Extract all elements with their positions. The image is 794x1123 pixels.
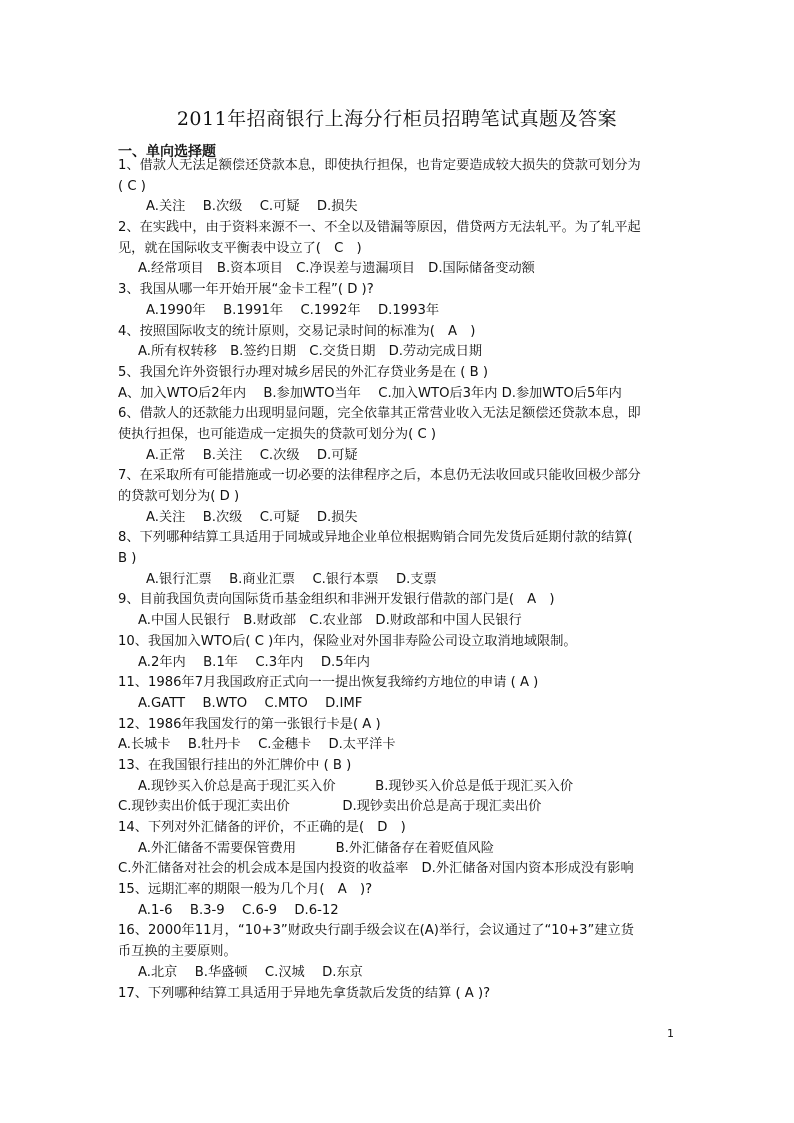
question-text: C.现钞卖出价低于现汇卖出价 D.现钞卖出价总是高于现汇卖出价 xyxy=(118,799,542,815)
question-text: 2、在实践中，由于资料来源不一、不全以及错漏等原因，借贷两方无法轧平。为了轧平起 xyxy=(118,220,641,236)
question-text: 9、目前我国负责向国际货币基金组织和非洲开发银行借款的部门是( A ) xyxy=(118,592,555,608)
question-text: 5、我国允许外资银行办理对城乡居民的外汇存贷业务是在 ( B ) xyxy=(118,364,488,380)
question-text: C.外汇储备对社会的机会成本是国内投资的收益率 D.外汇储备对国内资本形成没有影响 xyxy=(118,861,634,877)
question-text: 14、下列对外汇储备的评价，不正确的是( D ) xyxy=(118,820,406,835)
answer-options: A.北京 B.华盛顿 C.汉城 D.东京 xyxy=(138,964,363,980)
question-text: A.长城卡 B.牡丹卡 C.金穗卡 D.太平洋卡 xyxy=(118,737,396,753)
answer-options: A.1-6 B.3-9 C.6-9 D.6-12 xyxy=(138,902,339,918)
answer-options: A.1990年 B.1991年 C.1992年 D.1993年 xyxy=(146,302,440,318)
question-text: 11、1986年7月我国政府正式向一一提出恢复我缔约方地位的申请 ( A ) xyxy=(118,675,539,691)
question-text: 4、按照国际收支的统计原则，交易记录时间的标准为( A ) xyxy=(118,323,476,339)
answer-options: A.正常 B.关注 C.次级 D.可疑 xyxy=(146,447,358,463)
answer-options: A.2年内 B.1年 C.3年内 D.5年内 xyxy=(138,654,370,670)
question-text: 的贷款可划分为( D ) xyxy=(118,489,240,504)
question-text: 币互换的主要原则。 xyxy=(118,944,237,960)
answer-options: A.关注 B.次级 C.可疑 D.损失 xyxy=(146,199,358,215)
question-text: 见，就在国际收支平衡表中设立了( C ) xyxy=(118,240,362,256)
section-heading: 一、单向选择题 xyxy=(118,144,216,160)
question-text: 12、1986年我国发行的第一张银行卡是( A ) xyxy=(118,716,381,732)
answer-options: A.关注 B.次级 C.可疑 D.损失 xyxy=(146,509,358,525)
question-text: 16、2000年11月，“10+3”财政央行副手级会议在(A)举行，会议通过了“10+3”建立货 xyxy=(118,923,634,939)
question-text: 10、我国加入WTO后( C )年内，保险业对外国非寿险公司设立取消地域限制。 xyxy=(118,633,577,649)
answer-options: A.中国人民银行 B.财政部 C.农业部 D.财政部和中国人民银行 xyxy=(138,613,522,629)
answer-options: A.经常项目 B.资本项目 C.净误差与遗漏项目 D.国际储备变动额 xyxy=(138,261,535,277)
question-text: 7、在采取所有可能措施或一切必要的法律程序之后，本息仍无法收回或只能收回极少部分 xyxy=(118,468,641,484)
answer-options: A.现钞买入价总是高于现汇买入价 B.现钞买入价总是低于现汇买入价 xyxy=(138,778,574,794)
question-text: A、加入WTO后2年内 B.参加WTO当年 C.加入WTO后3年内 D.参加WTO后5年内 xyxy=(118,385,622,401)
question-text: 1、借款人无法足额偿还贷款本息，即使执行担保，也肯定要造成较大损失的贷款可划分为 xyxy=(118,158,641,173)
question-list xyxy=(118,156,678,1004)
question-text: 6、借款人的还款能力出现明显问题，完全依靠其正常营业收入无法足额偿还贷款本息，即 xyxy=(118,406,641,422)
question-text: 17、下列哪种结算工具适用于异地先拿货款后发货的结算 ( A )? xyxy=(118,985,491,1001)
question-text: 使执行担保，也可能造成一定损失的贷款可划分为( C ) xyxy=(118,426,437,442)
document-title: 2011年招商银行上海分行柜员招聘笔试真题及答案 xyxy=(176,108,618,130)
question-text: B ) xyxy=(118,551,137,567)
question-text: ( C ) xyxy=(118,178,146,194)
question-text: 3、我国从哪一年开始开展“金卡工程”( D )? xyxy=(118,282,374,298)
answer-options: A.外汇储备不需要保管费用 B.外汇储备存在着贬值风险 xyxy=(138,840,494,856)
question-text: 15、远期汇率的期限一般为几个月( A )? xyxy=(118,882,373,898)
page-number: 1 xyxy=(667,1027,674,1040)
answer-options: A.GATT B.WTO C.MTO D.IMF xyxy=(138,695,363,711)
answer-options: A.银行汇票 B.商业汇票 C.银行本票 D.支票 xyxy=(146,571,437,587)
question-text: 13、在我国银行挂出的外汇牌价中 ( B ) xyxy=(118,757,352,773)
question-text: 8、下列哪种结算工具适用于同城或异地企业单位根据购销合同先发货后延期付款的结算( xyxy=(118,530,633,546)
answer-options: A.所有权转移 B.签约日期 C.交货日期 D.劳动完成日期 xyxy=(138,344,483,360)
